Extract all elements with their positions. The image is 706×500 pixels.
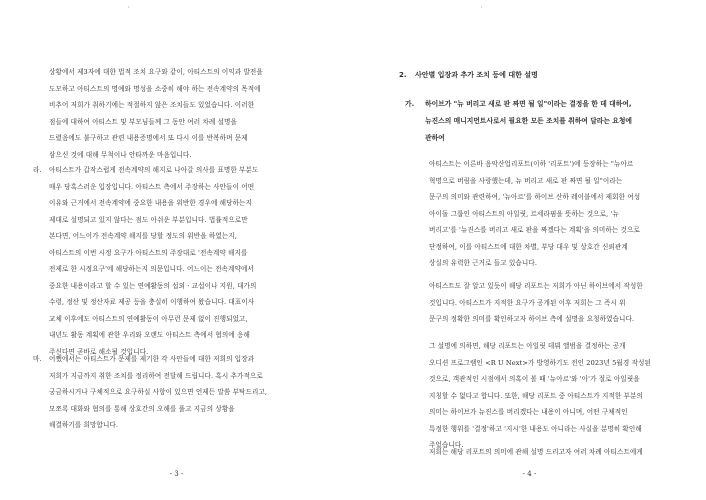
- page-number: - 3 -: [169, 470, 184, 478]
- subsection-title: 하이브가 "뉴 버리고 새로 판 짜면 될 일"이라는 결정을 한 데 대하여, 뉴진스의 매니지먼트사로서 필요한 모든 조치를 취하여 달라는 요청에 관하여: [425, 100, 632, 142]
- page-4: [353, 0, 706, 500]
- page-number: - 4 -: [522, 470, 537, 478]
- item-ma-marker: 마.: [33, 355, 42, 363]
- item-ma-paragraph: 어쨌에서는 아티스트가 문제를 제기한 각 사안들에 대한 저희의 입장과 저희가 지금까지 취한 조치를 정리하여 전달해 드립니다. 혹시 추가적으로 궁금하시거나 구체적으로 요구하실 사항이 있으면 언제든 말씀 부탁드리고, 모쪼록 대화와 협의를 통해 상호간의 오해를 풀고 지금의 상황을 해결하기를 희망합니다.: [49, 355, 268, 429]
- continuation-paragraph: 상황에서 제3자에 대한 법적 조치 요구와 같이, 아티스트의 이익과 발전을 도모하고 아티스트의 명예와 명성을 소중히 해야 하는 전속계약의 목적에 비추어 저희가 취하기에는 적절하지 않은 조치들도 있었습니다. 이러한 점들에 대하여 아티스트 및 부모님들께 그 동안 여러 차례 설명을 드렸음에도 불구하고 관련 내용증명에서 또 다시 이를 반복하며 문제 삼으신 것에 대해 무척이나 안타까운 마음입니다.: [49, 68, 263, 159]
- top-mark: ': [128, 6, 130, 13]
- paragraph-4: 저희는 해당 리포트의 의미에 관해 설명 드리고자 여러 차례 아티스트에게: [429, 448, 643, 456]
- paragraph-1: 아티스트는 이른바 음악산업리포트(이하 '리포트')에 등장하는 "뉴아르 혁명으로 버림을 사랑했는데, 뉴 버리고 새로 판 짜면 될 일"이라는 문구의 의미와 관련하여, '뉴아르'를 하이브 산하 레이블에서 제회한 여성 아이돌 그룹인 아티스트의 아일릿, 르세라핌을 뜻하는 것으로, '뉴 버리고'를 '뉴진스를 버리고 새로 판을 짜겠다는 계획'을 의미하는 것으로 단정하여, 이를 아티스트에 대한 차별, 부당 대우 및 상호간 신뢰관계 상실의 유력한 근거로 들고 있습니다.: [429, 160, 641, 267]
- paragraph-2: 아티스트도 잘 알고 있듯이 해당 리포트는 저희가 아닌 하이브에서 작성한 것입니다. 아티스트가 지적한 요구가 공개된 이후 저희는 그 즉시 위 문구의 정확한 의미를 확인하고자 하이브 측에 설명을 요청하였습니다.: [429, 282, 643, 323]
- top-mark: ': [481, 6, 483, 13]
- subsection-marker: 가.: [405, 100, 415, 108]
- item-ra-marker: 라.: [33, 166, 42, 174]
- paragraph-3: 그 설명에 의하면, 해당 리포트는 아일릿 데뷔 앨범을 결정하는 공개 오디션 프로그램인 <R U Next>가 방영하기도 전인 2023년 5월경 작성된 것으로, 객관적인 시점에서 의혹이 볼 때 '뉴아르'와 '아'가 절로 아일릿을 지칭할 수 없다고 합니다. 또한, 해당 리포트 중 아티스트가 지적한 부분의 의미는 하이브가 뉴진스를 버리겠다는 내용이 아니며, 어떤 구체적인 특정한 행위를 '결정'하고 '지시'한 내용도 아니라는 사실을 분명히 확인해 주었습니다.: [429, 342, 651, 449]
- section-number: 2.: [399, 71, 407, 79]
- item-ra-paragraph: 아티스트가 갑작스럽게 전속계약의 해지로 나아갈 의사를 표명한 부분도 매우 당혹스러운 입장입니다. 아티스트 측에서 주장하는 사안들이 어떤 이유와 근거에서 전속계약에 중요한 내용을 위반한 경우에 해당하는지 제대로 설명되고 있지 않다는 점도 아쉬운 부분입니다. 법률적으로만 본다면, 어느이가 전속계약 해지를 당할 정도의 위반을 하였는지, 아티스트의 이번 시정 요구가 아티스트의 주장대로 '전속계약 해지를 전제로 한 시정요구'에 해당하는지 의문입니다. 어느이는 전속계약에서 중요한 내용이라고 할 수 있는 연예활동의 섭외 · 교섭이나 지원, 대가의 수령, 정산 및 정산자료 제공 등을 충실히 이행하여 왔습니다. 대표이사 교체 이후에도 아티스트의 연예활동이 아무런 문제 없이 진행되었고, 내년도 활동 계획에 관한 우리와 오랜도 아티스트 측에서 협의에 응해 주신다면 곧바로 해소될 것입니다.: [49, 166, 259, 356]
- section-title: 사안별 입장과 추가 조치 등에 대한 설명: [415, 71, 538, 79]
